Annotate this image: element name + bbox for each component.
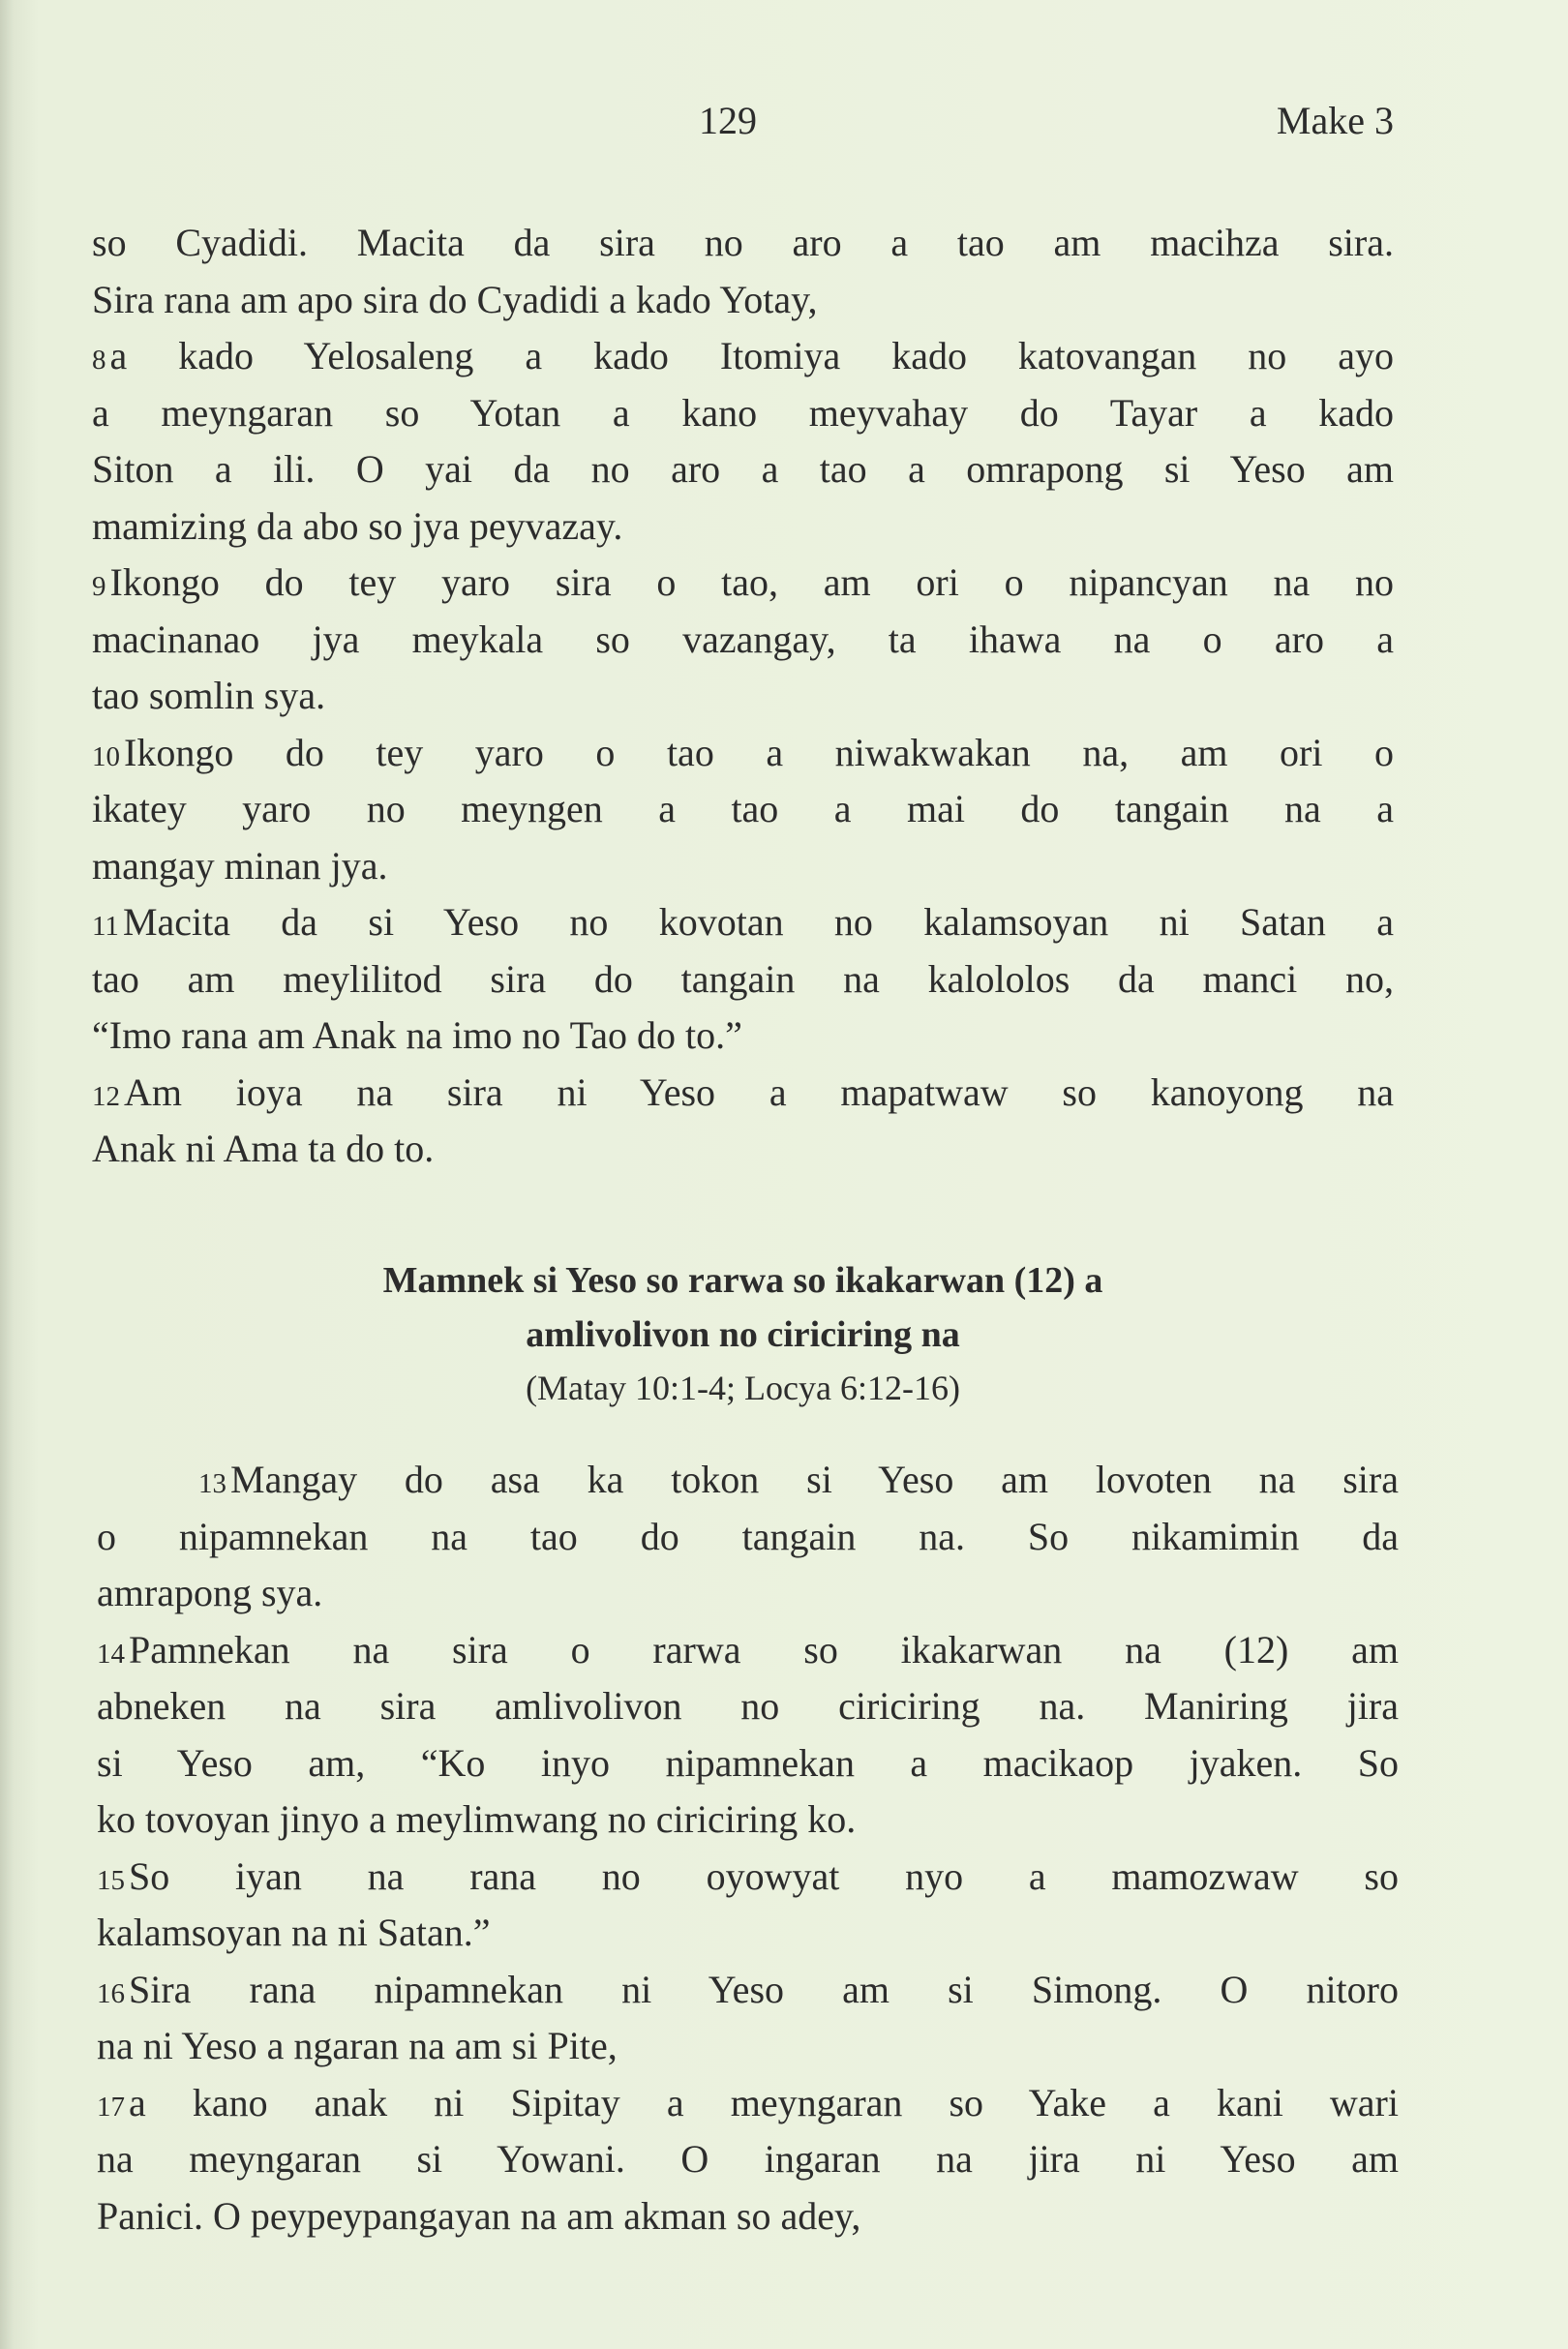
text-line (97, 2188, 1399, 2245)
line-text: tao am meylilitod sira do tangain na kalololos da manci no, (92, 956, 1394, 1001)
verse-number: 14 (97, 1638, 125, 1670)
text-line (92, 385, 1394, 442)
line-text: So iyan na rana no oyowyat nyo a mamozwaw so (129, 1853, 1399, 1898)
line-text: tao somlin sya. (92, 674, 326, 717)
section-reference: (Matay 10:1-4; Locya 6:12-16) (526, 1369, 960, 1407)
line-text: Sira rana nipamnekan ni Yeso am si Simong. O nitoro (129, 1967, 1399, 2011)
line-text: Sira rana am apo sira do Cyadidi a kado Yotay, (92, 277, 818, 321)
section-heading (92, 1253, 1394, 1414)
text-line (92, 215, 1394, 272)
line-text: Ikongo do tey yaro sira o tao, am ori o nipancyan na no (109, 560, 1394, 604)
text-line (92, 555, 1394, 612)
running-head: Make 3 (1276, 99, 1394, 142)
line-text: abneken na sira amlivolivon no ciriciring na. Maniring jira (97, 1684, 1399, 1728)
verse-number: 17 (97, 2091, 125, 2123)
page-number: 129 (699, 99, 757, 142)
text-line (92, 951, 1394, 1009)
section-title-line-2: amlivolivon no ciriciring na (526, 1314, 960, 1355)
line-text: Panici. O peypeypangayan na am akman so adey, (97, 2193, 861, 2238)
text-line (92, 272, 1394, 329)
verse-number: 15 (97, 1864, 125, 1896)
text-line (97, 1792, 1399, 1849)
text-line (92, 328, 1394, 385)
text-line (92, 441, 1394, 498)
verse-number: 9 (92, 571, 106, 602)
text-line (97, 1509, 1399, 1566)
line-text: amrapong sya. (97, 1571, 323, 1614)
line-text: a kado Yelosaleng a kado Itomiya kado katovangan no ayo (109, 334, 1394, 377)
line-text: a kano anak ni Sipitay a meyngaran so Yake a kani wari (129, 2080, 1399, 2124)
text-line (92, 894, 1394, 951)
verse-number: 11 (92, 911, 119, 942)
text-line (92, 838, 1394, 895)
line-text: Macita da si Yeso no kovotan no kalamsoyan ni Satan a (122, 900, 1394, 944)
text-line (97, 1962, 1399, 2019)
line-text: kalamsoyan na ni Satan.” (97, 1911, 491, 1954)
line-text: “Imo rana am Anak na imo no Tao do to.” (92, 1013, 742, 1057)
text-line (97, 1452, 1399, 1509)
verse-number: 8 (92, 345, 106, 376)
page-header (0, 92, 1568, 150)
text-line (97, 1678, 1399, 1735)
text-line (97, 1622, 1399, 1679)
line-text: Mangay do asa ka tokon si Yeso am lovoten na sira (230, 1458, 1399, 1501)
text-line (92, 668, 1394, 725)
text-line (97, 2131, 1399, 2188)
line-text: o nipamnekan na tao do tangain na. So nikamimin da (97, 1514, 1399, 1558)
text-line (97, 1735, 1399, 1792)
text-line (92, 1121, 1394, 1178)
line-text: mangay minan jya. (92, 843, 388, 888)
verse-number: 10 (92, 740, 120, 772)
text-line (97, 2018, 1399, 2075)
text-line (97, 1849, 1399, 1906)
text-line (92, 1065, 1394, 1122)
text-line (92, 781, 1394, 838)
line-text: mamizing da abo so jya peyvazay. (92, 503, 623, 548)
line-text: ko tovoyan jinyo a meylimwang no ciriciring ko. (97, 1797, 857, 1841)
verse-number: 12 (92, 1080, 120, 1112)
line-text: Anak ni Ama ta do to. (92, 1127, 435, 1170)
text-line (97, 1905, 1399, 1962)
line-text: na meyngaran si Yowani. O ingaran na jira ni Yeso am (97, 2137, 1399, 2181)
line-text: so Cyadidi. Macita da sira no aro a tao am macihza sira. (92, 221, 1394, 264)
text-line (97, 1565, 1399, 1622)
line-text: Siton a ili. O yai da no aro a tao a omrapong si Yeso am (92, 447, 1394, 491)
line-text: Am ioya na sira ni Yeso a mapatwaw so kanoyong na (124, 1069, 1394, 1114)
verse-number: 13 (198, 1468, 226, 1499)
line-text: Pamnekan na sira o rarwa so ikakarwan na (12) am (129, 1627, 1399, 1671)
text-line (92, 725, 1394, 782)
text-line (92, 612, 1394, 669)
line-text: a meyngaran so Yotan a kano meyvahay do Tayar a kado (92, 390, 1394, 435)
text-line (97, 2075, 1399, 2132)
section-title-line-1: Mamnek si Yeso so rarwa so ikakarwan (12) a (382, 1260, 1103, 1301)
line-text: macinanao jya meykala so vazangay, ta ihawa na o aro a (92, 617, 1394, 661)
verses-block-1 (92, 215, 1394, 1178)
line-text: na ni Yeso a ngaran na am si Pite, (97, 2024, 618, 2067)
text-line (92, 1008, 1394, 1065)
line-text: si Yeso am, “Ko inyo nipamnekan a macikaop jyaken. So (97, 1740, 1399, 1785)
line-text: ikatey yaro no meyngen a tao a mai do tangain na a (92, 787, 1394, 830)
text-line (92, 498, 1394, 556)
line-text: Ikongo do tey yaro o tao a niwakwakan na, am ori o (124, 730, 1394, 774)
verse-number: 16 (97, 1977, 125, 2009)
verses-block-2 (97, 1452, 1399, 2244)
